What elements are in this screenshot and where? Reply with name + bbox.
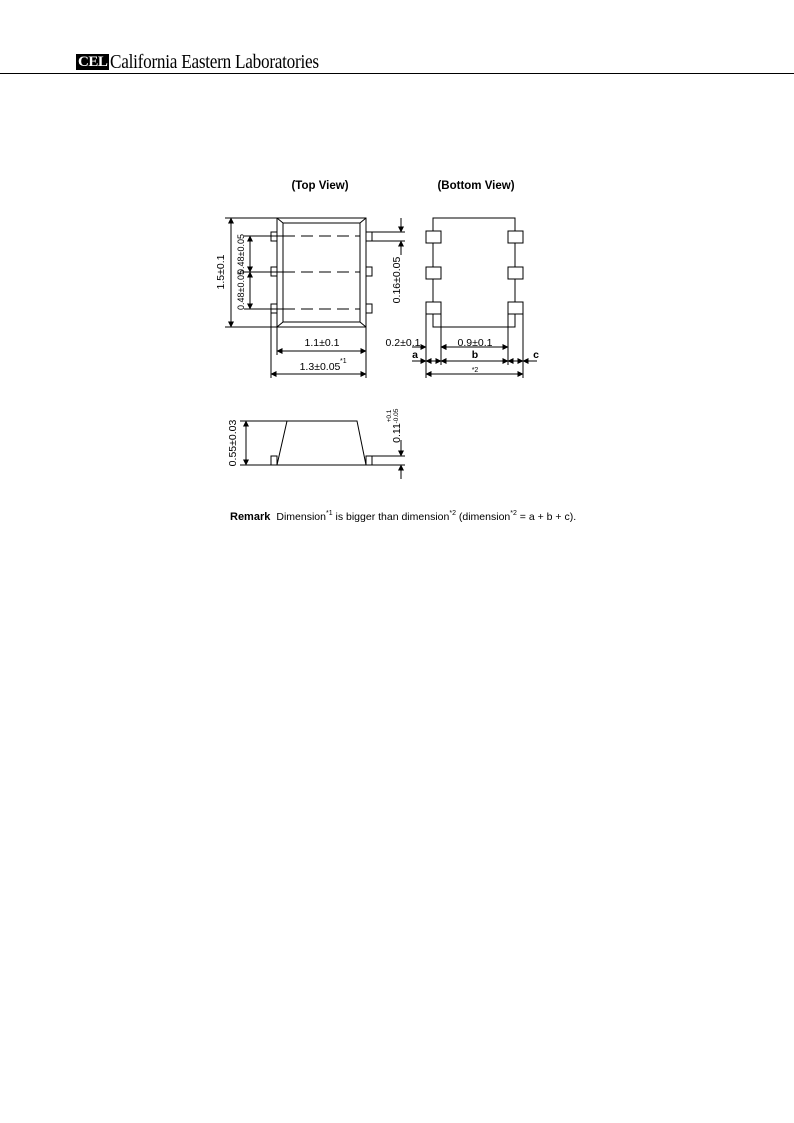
side-lead-left — [271, 456, 277, 465]
dim-lead-width: 0.16±0.05 — [391, 256, 403, 304]
dim-height-total: 1.5±0.1 — [215, 254, 227, 290]
pad-right-1 — [508, 231, 523, 243]
bottom-view-body — [433, 218, 515, 327]
label-b: b — [471, 349, 479, 361]
dim-total-width: 1.3±0.05 — [299, 361, 341, 373]
label-a: a — [412, 349, 418, 361]
pad-left-1 — [426, 231, 441, 243]
remark-note — [230, 511, 576, 523]
top-view-title: (Top View) — [291, 180, 349, 192]
dim-lead-thickness-plus: +0.1 — [386, 409, 393, 423]
dim-lead-thickness-minus: -0.05 — [393, 408, 400, 424]
lead-right-2 — [366, 267, 372, 276]
dim-side-height: 0.55±0.03 — [227, 419, 239, 467]
dim-lead-thickness: 0.11 — [391, 423, 403, 443]
dim-pad-span: 0.9±0.1 — [457, 337, 493, 349]
side-lead-right — [366, 456, 372, 465]
remark-text-4: = a + b + c). — [516, 511, 577, 523]
remark-sup-1: *1 — [325, 510, 333, 517]
label-c: c — [533, 349, 539, 361]
remark-text-1: Dimension — [276, 511, 326, 523]
cel-logo: CEL — [78, 54, 108, 70]
remark-text-3: (dimension — [455, 511, 511, 523]
company-name: California Eastern Laboratories — [110, 51, 319, 73]
dim-body-width: 1.1±0.1 — [304, 337, 340, 349]
note-star-2: *2 — [471, 367, 479, 374]
dim-pitch-2: 0.48±0.05 — [236, 270, 246, 310]
side-view-body — [277, 421, 366, 465]
dim-pitch-1: 0.48±0.05 — [236, 234, 246, 274]
bottom-view-title: (Bottom View) — [437, 180, 515, 192]
pad-left-3 — [426, 302, 441, 314]
remark-sup-2: *2 — [449, 510, 456, 517]
remark-label: Remark — [230, 511, 271, 523]
pad-left-2 — [426, 267, 441, 279]
remark-sup-3: *2 — [510, 510, 517, 517]
remark-text-2: is bigger than dimension — [332, 511, 450, 523]
pad-right-3 — [508, 302, 523, 314]
lead-right-1 — [366, 232, 372, 241]
dim-offset: 0.2±0.1 — [385, 337, 421, 349]
note-star-1: *1 — [340, 358, 347, 365]
lead-right-3 — [366, 304, 372, 313]
pad-right-2 — [508, 267, 523, 279]
